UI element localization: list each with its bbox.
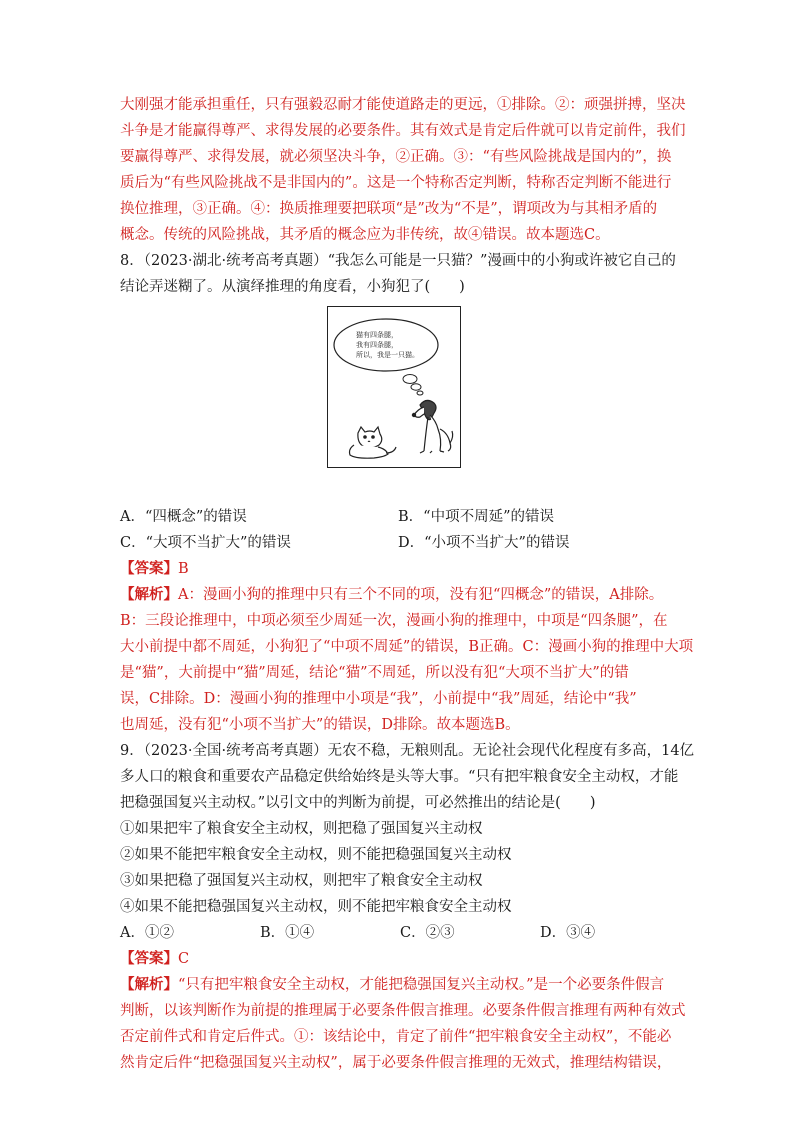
analysis-line: 是“猫”，大前提中“猫”周延，结论“猫”不周延，所以没有犯“大项不当扩大”的错 [120,665,629,681]
question-stem-line: 结论弄迷糊了。从演绎推理的角度看，小狗犯了( ) [120,279,465,295]
options-row [120,920,682,946]
analysis-line: 判断，以该判断作为前提的推理属于必要条件假言推理。必要条件假言推理有两种有效式 [120,1003,686,1019]
option-c[interactable]: C．②③ [400,925,455,941]
option-d[interactable]: D．“小项不当扩大”的错误 [398,535,570,551]
question-stem-line: 9．（2023·全国·统考高考真题）无农不稳，无粮则乱。无论社会现代化程度有多高，14亿 [120,743,695,759]
analysis-line: 然肯定后件“把稳强国复兴主动权”，属于必要条件假言推理的无效式，推理结构错误， [120,1055,672,1071]
analysis-line: B：三段论推理中，中项必须至少周延一次，漫画小狗的推理中，中项是“四条腿”，在 [120,613,668,629]
options-row [120,504,682,530]
option-a[interactable]: A．“四概念”的错误 [120,509,247,525]
analysis [120,582,694,738]
analysis-line: 否定前件式和肯定后件式。①：该结论中，肯定了前件“把牢粮食安全主动权”，不能必 [120,1029,672,1045]
bubble-dot-large [403,375,417,384]
explanation-line: 质后为“有些风险挑战不是非国内的”。这是一个特称否定判断，特称否定判断不能进行 [120,175,672,191]
option-b[interactable]: B．“中项不周延”的错误 [398,509,554,525]
answer-line [120,946,682,972]
answer-value: B [178,561,189,577]
question-9 [120,738,695,1076]
analysis [120,972,686,1076]
dog-drawing [412,400,452,453]
explanation-line: 斗争是才能赢得尊严、求得发展的必要条件。其有效式是肯定后件就可以肯定前件，我们 [120,123,686,139]
statement-3: ③如果把稳了强国复兴主动权，则把牢了粮食安全主动权 [120,873,483,889]
option-d[interactable]: D．③④ [540,925,596,941]
answer-value: C [178,951,190,967]
cartoon-image [327,306,461,468]
explanation-line: 要赢得尊严、求得发展，就必须坚决斗争，②正确。③：“有些风险挑战是国内的”，换 [120,149,672,165]
analysis-tag: 【解析】 [120,586,178,603]
answer-tag: 【答案】 [120,950,178,967]
analysis-line: 也周延，没有犯“小项不当扩大”的错误，D排除。故本题选B。 [120,717,520,733]
cartoon-figure-area [120,306,682,496]
bubble-line-2: 我有四条腿， [356,341,398,349]
previous-explanation [120,92,686,248]
question-8 [120,248,694,738]
document-page [120,92,695,1076]
statement-2: ②如果不能把牢粮食安全主动权，则不能把稳强国复兴主动权 [120,847,512,863]
question-stem-line: 多人口的粮食和重要农产品稳定供给始终是头等大事。“只有把牢粮食安全主动权，才能 [120,769,679,785]
option-a[interactable]: A．①② [120,925,174,941]
option-b[interactable]: B．①④ [260,925,315,941]
dog-cat-cartoon [328,307,459,466]
bubble-dot-medium [411,384,421,390]
analysis-line [120,972,682,998]
answer-tag: 【答案】 [120,560,178,577]
explanation-line: 换位推理，③正确。④：换质推理要把联项“是”改为“不是”，谓项改为与其相矛盾的 [120,201,658,217]
question-stem-line: 8．（2023·湖北·统考高考真题）“我怎么可能是一只猫？”漫画中的小狗或许被它自己的 [120,253,676,269]
explanation-line: 概念。传统的风险挑战，其矛盾的概念应为非传统，故④错误。故本题选C。 [120,227,610,243]
statement-1: ①如果把牢了粮食安全主动权，则把稳了强国复兴主动权 [120,821,483,837]
analysis-line: 误，C排除。D：漫画小狗的推理中小项是“我”，小前提中“我”周延，结论中“我” [120,691,637,707]
explanation-line: 大刚强才能承担重任，只有强毅忍耐才能使道路走的更远，①排除。②：顽强拼搏，坚决 [120,97,686,113]
statement-4: ④如果不能把稳强国复兴主动权，则不能把牢粮食安全主动权 [120,899,512,915]
analysis-tag: 【解析】 [120,976,178,993]
bubble-line-1: 猫有四条腿， [356,331,398,339]
analysis-text: A：漫画小狗的推理中只有三个不同的项，没有犯“四概念”的错误，A排除。 [178,587,664,603]
bubble-dot-small [417,391,423,395]
answer-line [120,556,682,582]
analysis-line [120,582,682,608]
analysis-text: “只有把牢粮食安全主动权，才能把稳强国复兴主动权。”是一个必要条件假言 [178,977,665,993]
option-c[interactable]: C．“大项不当扩大”的错误 [120,535,291,551]
cat-drawing [350,427,397,458]
analysis-line: 大小前提中都不周延，小狗犯了“中项不周延”的错误，B正确。C：漫画小狗的推理中大项 [120,639,694,655]
question-stem-line: 把稳强国复兴主动权。”以引文中的判断为前提，可必然推出的结论是( ) [120,795,596,811]
options-row [120,530,682,556]
bubble-line-3: 所以，我是一只猫。 [356,351,419,359]
